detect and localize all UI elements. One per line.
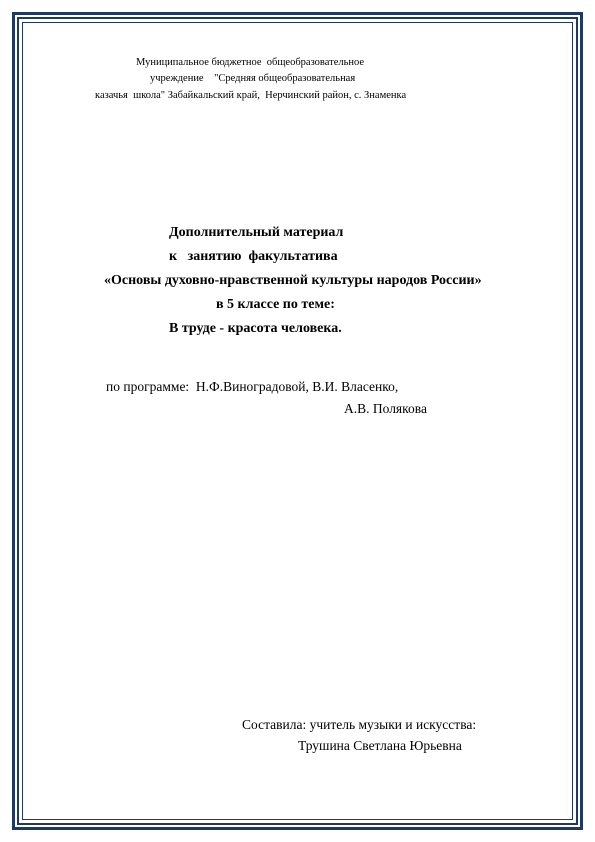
title-line-3: «Основы духовно-нравственной культуры народов России» xyxy=(104,273,482,288)
title-line-2: к занятию факультатива xyxy=(169,249,338,264)
title-line-1: Дополнительный материал xyxy=(169,225,344,240)
program-line-2: А.В. Полякова xyxy=(344,401,427,416)
header-line-2: учреждение "Средняя общеобразовательная xyxy=(150,73,356,84)
program-line-1: по программе: Н.Ф.Виноградовой, В.И. Власенко, xyxy=(106,379,399,394)
header-line-1: Муниципальное бюджетное общеобразовательное xyxy=(136,57,365,68)
author-line-1: Составила: учитель музыки и искусства: xyxy=(242,717,477,732)
page-border-inner xyxy=(22,22,573,820)
header-line-3: казачья школа" Забайкальский край, Нерчинский район, с. Знаменка xyxy=(95,90,407,101)
author-line-2: Трушина Светлана Юрьевна xyxy=(298,738,462,753)
title-line-5: В труде - красота человека. xyxy=(169,321,342,336)
title-line-4: в 5 классе по теме: xyxy=(216,297,335,312)
